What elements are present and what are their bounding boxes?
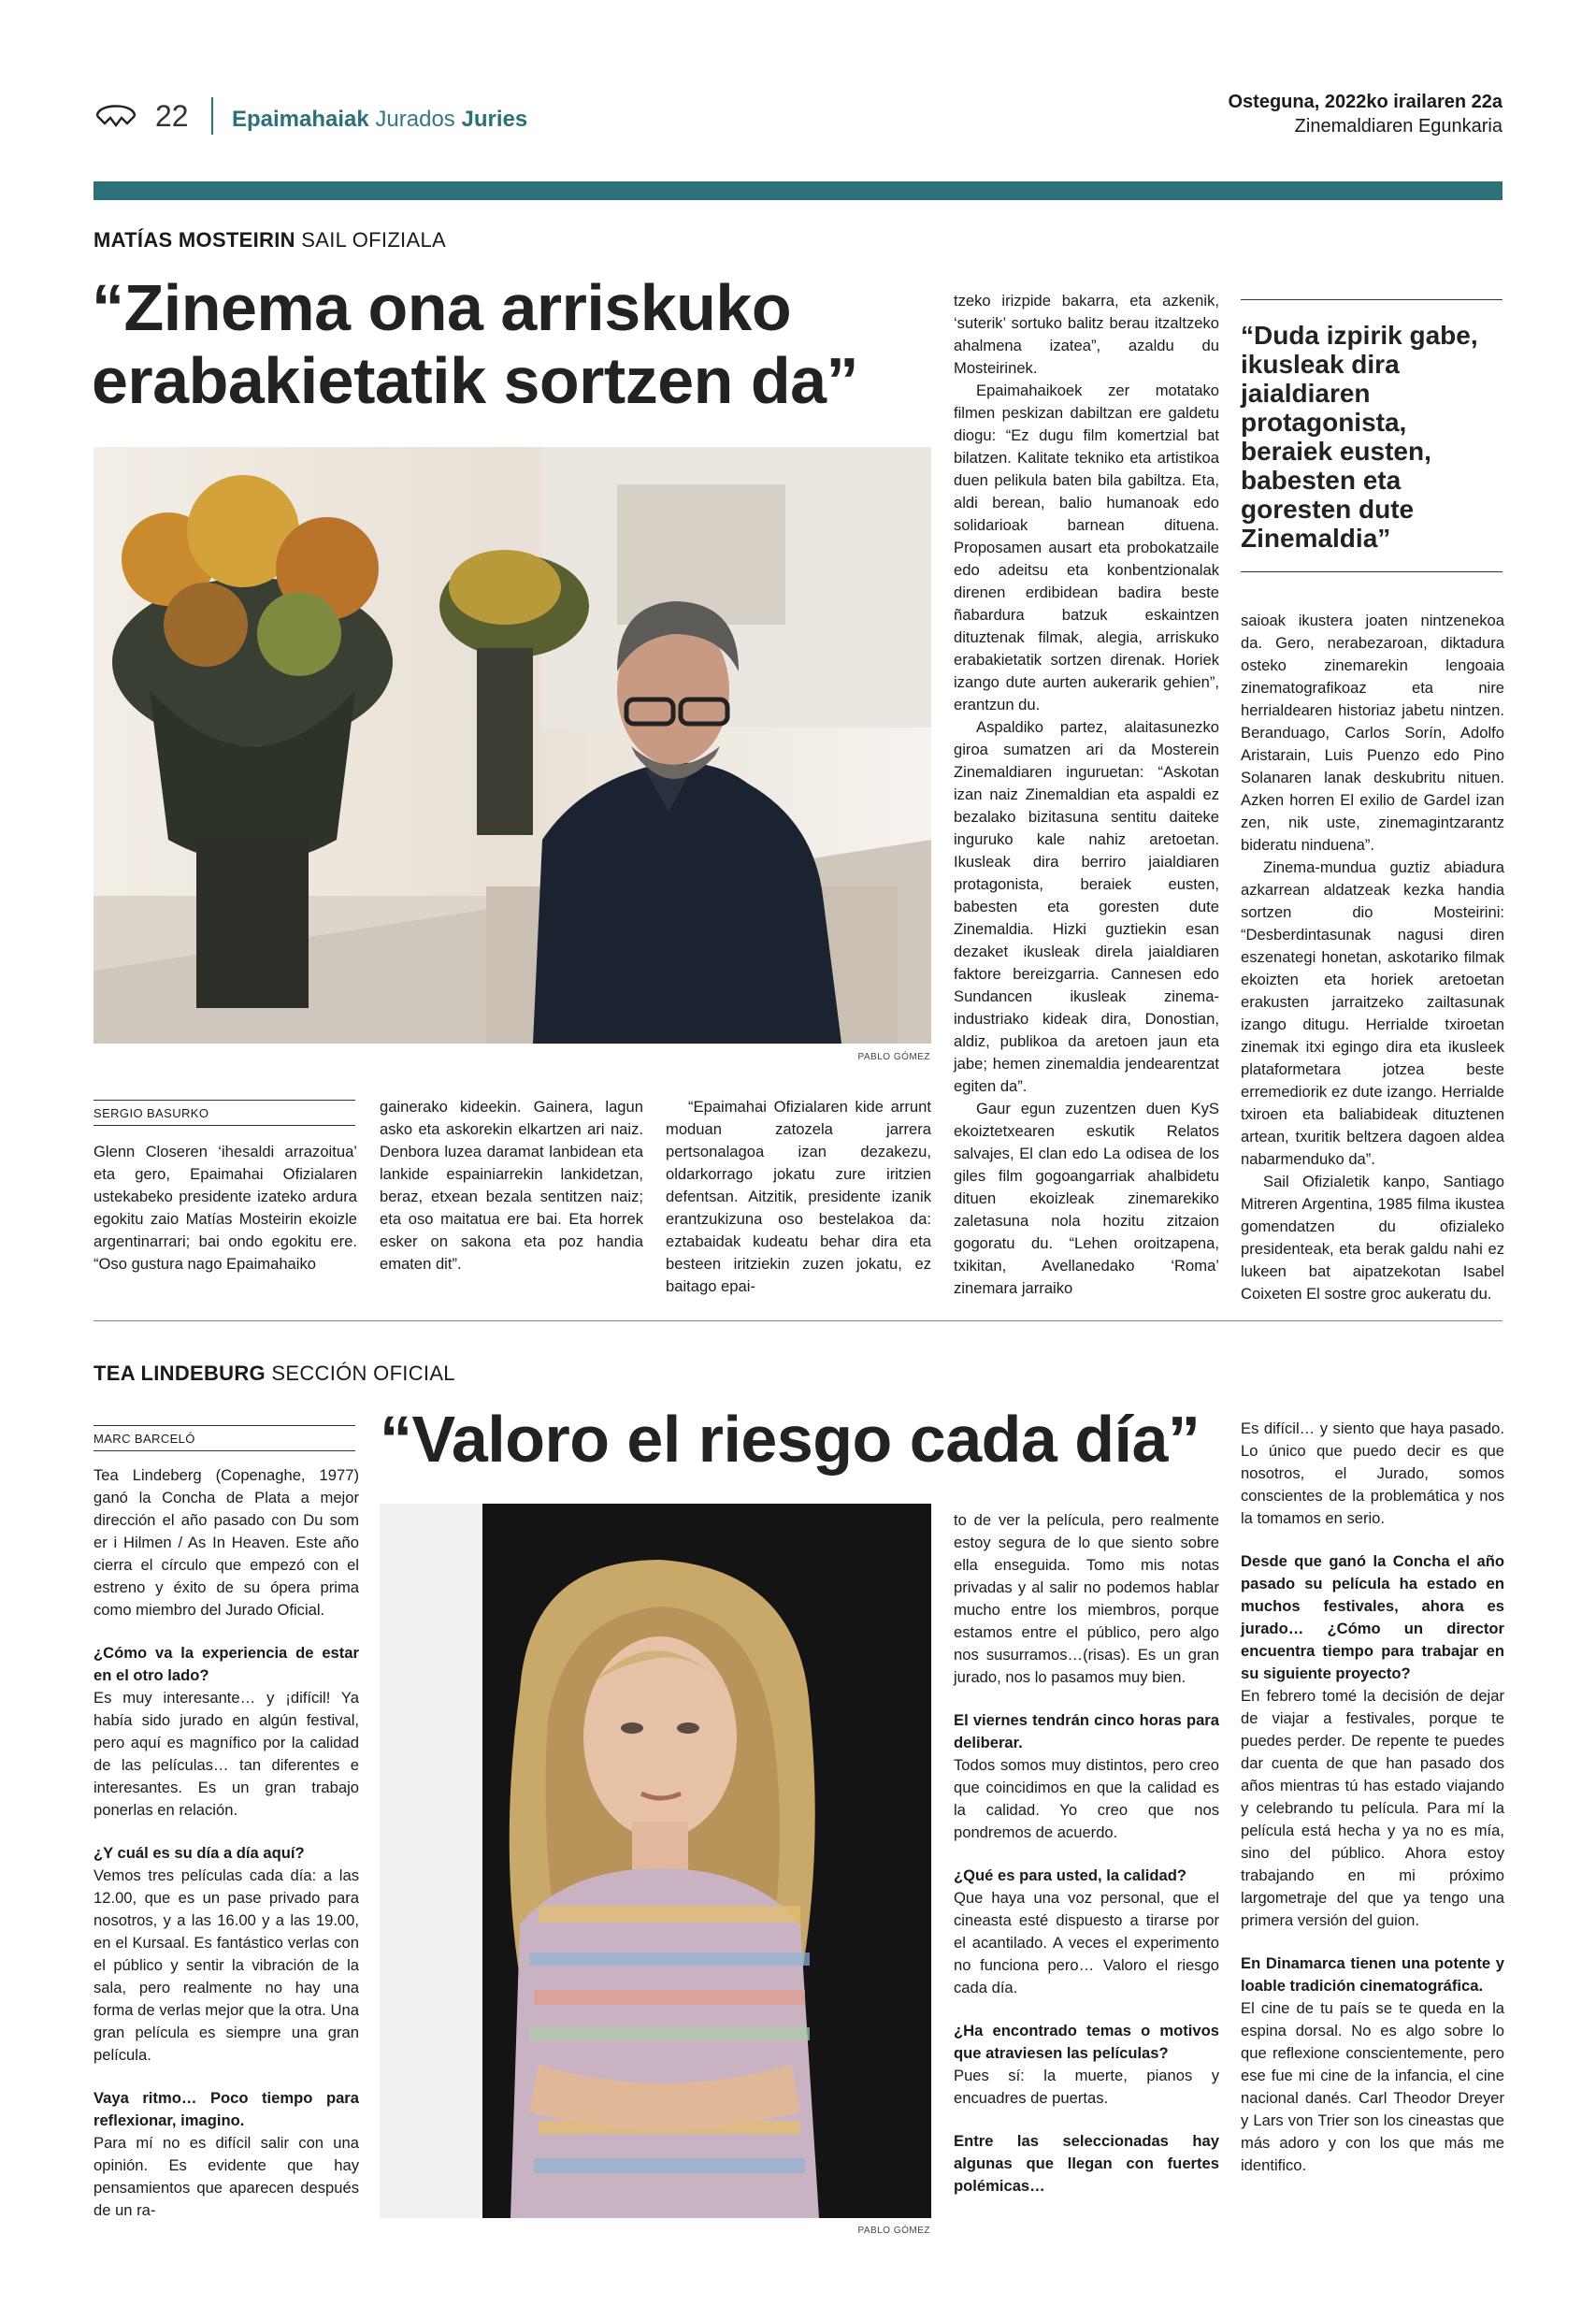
article1-headline-line2: erabakietatik sortzen da”: [92, 344, 859, 417]
article2-col3-a: to de ver la película, pero realmente estoy segura de lo que siento sobre ella enseguida. Tomo mis notas privadas y al salir no podemos hablar mucho entre los miembros, porque estamos entre el público, pero algo nos susurramos…(risas). Es un gran jurado, nos lo pasamos muy bien.: [954, 1511, 1219, 1686]
article2-a8: En febrero tomé la decisión de dejar de viajar a festivales, porque te puedes perder. De repente te puedes dar cuenta de que han pasado dos años mientras tú has estado viajando y celebrando tu película. Para mí la película está hecha y ya no es mía, sino del público. Ahora estoy trabajando en mi próximo largometraje del que ya tengo una primera versión del guion.: [1241, 1687, 1504, 1929]
article1-col3: [666, 1096, 931, 1298]
article2-a2: Vemos tres películas cada día: a las 12.00, que es un pase privado para nosotros, y a las 16.00 y a las 19.00, en el Kursaal. Es fantástico verlas con el público y sentir la vibración de la sala, pero realmente no hay una forma de verlas mejor que la otra. Una gran película es siempre una gran película.: [93, 1866, 359, 2064]
section-eu: Epaimahaiak: [232, 107, 369, 132]
article2-name: TEA LINDEBURG: [93, 1362, 266, 1385]
article2-a3: Para mí no es difícil salir con una opinión. Es evidente que hay pensamientos que aparecen después de un ra-: [93, 2134, 359, 2219]
article2-a6: Pues sí: la muerte, pianos y encuadres de puertas.: [954, 2067, 1219, 2107]
article1-col4: [954, 290, 1219, 1300]
article1-col4-p1: tzeko irizpide bakarra, eta azkenik, ‘suterik’ sortuko balitz berau itzaltzeko ahalmena izatea”, azaldu du Mosteirinek.: [954, 292, 1219, 377]
article1-byline: SERGIO BASURKO: [93, 1100, 355, 1126]
article2-q3: Vaya ritmo… Poco tiempo para reflexionar, imagino.: [93, 2089, 359, 2129]
article1-photo-credit: PABLO GÓMEZ: [857, 1052, 930, 1062]
publication-name: Zinemaldiaren Egunkaria: [1294, 116, 1503, 137]
article2-q4: El viernes tendrán cinco horas para deliberar.: [954, 1711, 1219, 1751]
article1-col1: [93, 1141, 357, 1275]
article2-section: SECCIÓN OFICIAL: [271, 1362, 455, 1385]
article1-section: SAIL OFIZIALA: [301, 228, 446, 252]
article2-a1: Es muy interesante… y ¡difícil! Ya había sido jurado en algún festival, pero aquí es magnífico por la calidad de las películas… tan diferentes e interesantes. Es un gran trabajo ponerlas en relación.: [93, 1689, 359, 1819]
article1-name: MATÍAS MOSTEIRIN: [93, 228, 295, 252]
article2-headline: “Valoro el riesgo cada día”: [380, 1403, 1201, 1476]
article1-col5-p1: saioak ikustera joaten nintzenekoa da. Gero, nerabezaroan, diktadura osteko zinemarekin lengoaia zinematografikoaz eta nire herrialdearen historiaz jabetu nintzen. Beranduago, Carlos Sorín, Adolfo Aristarain, Luis Puenzo edo Pino Solanaren lanak deskubritu nituen. Azken horren El exilio de Gardel izan zen, nik uste, zinemagintzarantz bideratu ninduena”.: [1241, 612, 1504, 854]
article2-a5: Que haya una voz personal, que el cineasta esté dispuesto a tirarse por el acantilado. A veces el experimento no funciona pero… Valoro el riesgo cada día.: [954, 1889, 1219, 1996]
article2-col4-a: Es difícil… y siento que haya pasado. Lo único que puedo decir es que nosotros, el Jurado, somos conscientes de la problemática y nos la tomamos en serio.: [1241, 1419, 1504, 1527]
article2-a4: Todos somos muy distintos, pero creo que coincidimos en que la calidad es la calidad. Yo creo que nos pondremos de acuerdo.: [954, 1756, 1219, 1841]
article1-col5-p3: Sail Ofizialetik kanpo, Santiago Mitreren Argentina, 1985 filma ikustea gomendatzen du ofizialeko presidenteak, eta berak galdu nahi ez lukeen bat aipatzekotan Isabel Coixeten El sostre groc aukeratu du.: [1241, 1173, 1504, 1303]
article2-q6: ¿Ha encontrado temas o motivos que atraviesen las películas?: [954, 2022, 1219, 2062]
article2-q8: Desde que ganó la Concha el año pasado su película ha estado en muchos festivales, ahora es jurado… ¿Cómo un director encuentra tiempo para trabajar en su siguiente proyecto?: [1241, 1552, 1504, 1682]
article2-photo: [380, 1504, 931, 2218]
page-number: 22: [155, 99, 189, 133]
article2-q7: Entre las seleccionadas hay algunas que llegan con fuertes polémicas…: [954, 2132, 1219, 2195]
article2-photo-credit: PABLO GÓMEZ: [857, 2226, 930, 2236]
article1-col5-p2: Zinema-mundua guztiz abiadura azkarrean aldatzeak kezka handia sortzen dio Mosteirini: “Desberdintasunak nagusi diren eszenategi honetan, askotariko filmak ekoizten eta horiek aretoetan erakusten jarraitzeko zailtasunak izango ditugu. Herrialde txiroetan zinemak itxi egingo dira eta ikusleek plataformetara jotzea beste erremediorik ez dute izango. Herrialde txiroen eta baliabideak dituztenen artean, txuritik beltzera dagoen aldea nabarmenduko da”.: [1241, 858, 1504, 1168]
issue-date: Osteguna, 2022ko irailaren 22a: [1228, 92, 1503, 112]
article2-q5: ¿Qué es para usted, la calidad?: [954, 1866, 1186, 1884]
article1-kicker: [93, 228, 446, 252]
article1-headline-line1: “Zinema ona arriskuko: [92, 271, 792, 344]
article2-intro: Tea Lindeberg (Copenaghe, 1977) ganó la Concha de Plata a mejor dirección el año pasado con Du som er i Hilmen / As In Heaven. Este año cierra el círculo que empezó con el estreno y éxito de su ópera prima como miembro del Jurado Oficial.: [93, 1466, 359, 1619]
article1-photo: [93, 447, 931, 1044]
shell-logo-icon: [93, 95, 138, 131]
article1-col4-p4: Gaur egun zuzentzen duen KyS ekoiztetxearen eskutik Relatos salvajes, El clan edo La odisea de los giles film gogoangarriak ahalbidetu dituen ekoizleak zinemarekiko zaletasuna nola hozitu zitzaion gogoratu du. “Lehen oroitzapena, txikitan, Avellanedako ‘Roma’ zinemara jarraiko: [954, 1100, 1219, 1297]
article1-col4-p2: Epaimahaikoek zer motatako filmen peskizan dabiltzan ere galdetu diogu: “Ez dugu film komertzial bat bilatzen. Kalitate tekniko eta artistikoa duen pelikula baten bila gabiltza. Eta, aldi berean, balio humanoak edo solidarioak barnean dituena. Proposamen ausart eta probokatzaile edo adeitsu eta konbentzionalak direnen erdibidean badira beste ñabardura batzuk eskaintzen dituztenak filmak, alegia, arriskuko erabakietatik sortzen direnak. Horiek izango dute aurten aukerarik gehien”, erantzun du.: [954, 382, 1219, 713]
section-es: Jurados: [375, 107, 455, 132]
article1-col5: [1241, 610, 1504, 1305]
section-en: Juries: [461, 107, 528, 132]
article2-a9: El cine de tu país se te queda en la espina dorsal. No es algo sobre lo que reflexione conscientemente, pero ese fue mi cine de la infancia, el cine nacional danés. Carl Theodor Dreyer y Lars von Trier son los cineastas que más adoro y con los que más me identifico.: [1241, 1999, 1504, 2174]
article1-pull-quote: “Duda izpirik gabe, ikusleak dira jaialdiaren protagonista, beraiek eusten, babesten eta goresten dute Zinemaldia”: [1241, 299, 1503, 572]
article2-q1: ¿Cómo va la experiencia de estar en el otro lado?: [93, 1644, 359, 1684]
article2-kicker: [93, 1362, 455, 1386]
article2-byline: MARC BARCELÓ: [93, 1425, 355, 1451]
article1-col4-p3: Aspaldiko partez, alaitasunezko giroa sumatzen ari da Mosterein Zinemaldiaren inguruetan: “Askotan izan naiz Zinemaldian eta aspaldi ez bezalako bizitasuna sentitu daiteke inguruko kale nahiz aretoetan. Ikusleak dira berriro jaialdiaren protagonista, beraiek eusten, babesten eta goresten dute Zinemaldia. Hizki guztiekin esan dezaket ikusleak direla jaialdiaren faktore bereizgarria. Cannesen edo Sundancen ikusleak zinema-industriako kideak dira, Donostian, aldiz, publikoa da aretoen jaun eta jabe; hemen zinemaldia jendearentzat egiten da”.: [954, 718, 1219, 1095]
section-title: [232, 107, 527, 133]
article2-col4: [1241, 1418, 1504, 2177]
article1-col3-text: “Epaimahai Ofizialaren kide arrunt moduan zatozela jarrera pertsonalagoa izan dezakezu, oldarkorrago jokatu zure iritzien defentsan. Aitzitik, presidente izanik erantzukizuna oso bestelakoa da: eztabaidak kudeatu behar dira eta besteen iritziekin zuzen jokatu, ez baitago epai-: [666, 1098, 931, 1295]
article2-q9: En Dinamarca tienen una potente y loable tradición cinematográfica.: [1241, 1954, 1504, 1995]
header-rule: [93, 181, 1503, 200]
article2-col3: [954, 1509, 1219, 2198]
article1-col2: [380, 1096, 643, 1275]
article-divider: [93, 1320, 1503, 1321]
article1-col1-text: Glenn Closeren ‘ihesaldi arrazoitua’ eta gero, Epaimahai Ofizialaren ustekabeko presidente izateko ardura egokitu zaio Matías Mosteirin ekoizle argentinarrari; bai ondo egokitu ere. “Oso gustura nago Epaimahaiko: [93, 1143, 357, 1273]
article2-col1: [93, 1464, 359, 2222]
article1-col2-text: gainerako kideekin. Gainera, lagun asko eta askorekin elkartzen ari naiz. Denbora luzea daramat lanbidean eta lankide espainiarrekin lankidetzan, beraz, etxean bezala sentitzen naiz; eta oso maitatua ere bai. Eta horrek esker on sakona eta poz handia ematen dit”.: [380, 1098, 643, 1273]
article1-headline: [92, 271, 952, 417]
article2-q2: ¿Y cuál es su día a día aquí?: [93, 1844, 305, 1862]
header-separator: [211, 97, 213, 135]
